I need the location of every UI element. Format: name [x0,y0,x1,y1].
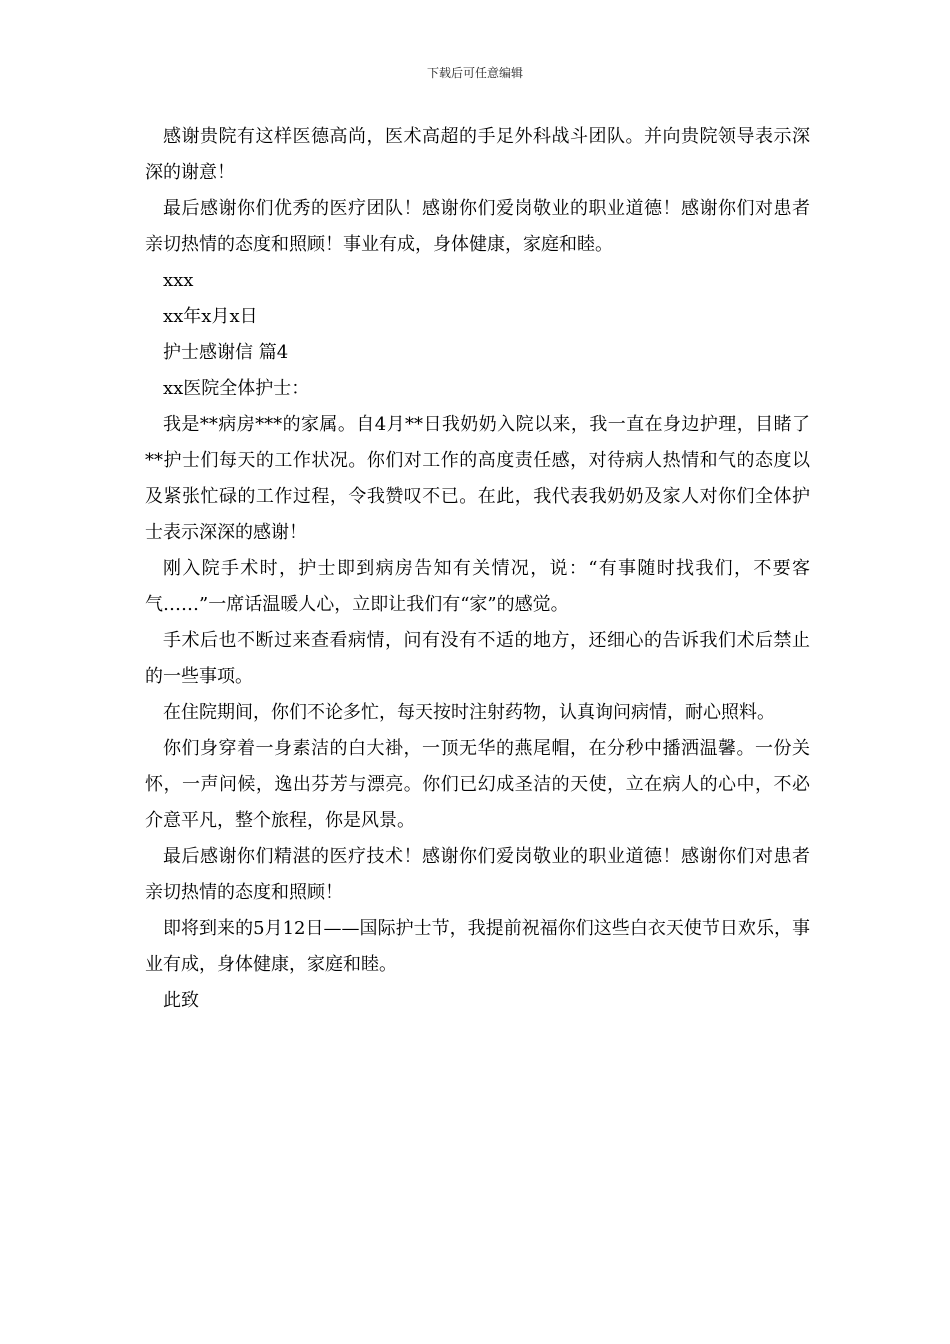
section-title: 护士感谢信 篇4 [163,342,289,363]
page-header-note: 下载后可任意编辑 [426,66,523,80]
signature-name: xxx [163,270,194,291]
paragraph-after-surgery: 手术后也不断过来查看病情，问有没有不适的地方，还细心的告诉我们术后禁止的一些事项。 [145,630,810,687]
paragraph-final-gratitude: 最后感谢你们精湛的医疗技术！感谢你们爱岗敬业的职业道德！感谢你们对患者亲切热情的态度和照顾！ [145,846,810,903]
document-body [145,119,810,1019]
letter-salutation: xx医院全体护士： [163,378,310,399]
paragraph-praise: 你们身穿着一身素洁的白大褂，一顶无华的燕尾帽，在分秒中播洒温馨。一份关怀，一声问候，逸出芬芳与漂亮。你们已幻成圣洁的天使，立在病人的心中，不必介意平凡，整个旅程，你是风景。 [145,738,810,831]
paragraph-introduction: 我是**病房***的家属。自4月**日我奶奶入院以来，我一直在身边护理，目睹了**护士们每天的工作状况。你们对工作的高度责任感，对待病人热情和气的态度以及紧张忙碌的工作过程，令我赞叹不已。在此，我代表我奶奶及家人对你们全体护士表示深深的感谢！ [145,414,810,543]
paragraph-thanks-team: 感谢贵院有这样医德高尚，医术高超的手足外科战斗团队。并向贵院领导表示深深的谢意！ [145,126,810,183]
paragraph-final-thanks: 最后感谢你们优秀的医疗团队！感谢你们爱岗敬业的职业道德！感谢你们对患者亲切热情的态度和照顾！事业有成，身体健康，家庭和睦。 [145,198,810,255]
paragraph-hospital-stay: 在住院期间，你们不论多忙，每天按时注射药物，认真询问病情，耐心照料。 [163,702,775,723]
paragraph-admission: 刚入院手术时，护士即到病房告知有关情况，说：“有事随时找我们，不要客气……”一席话温暖人心，立即让我们有“家”的感觉。 [145,558,810,615]
paragraph-nurses-day: 即将到来的5月12日——国际护士节，我提前祝福你们这些白衣天使节日欢乐，事业有成，身体健康，家庭和睦。 [145,918,810,975]
signature-date: xx年x月x日 [163,306,258,327]
letter-closing: 此致 [163,990,199,1011]
